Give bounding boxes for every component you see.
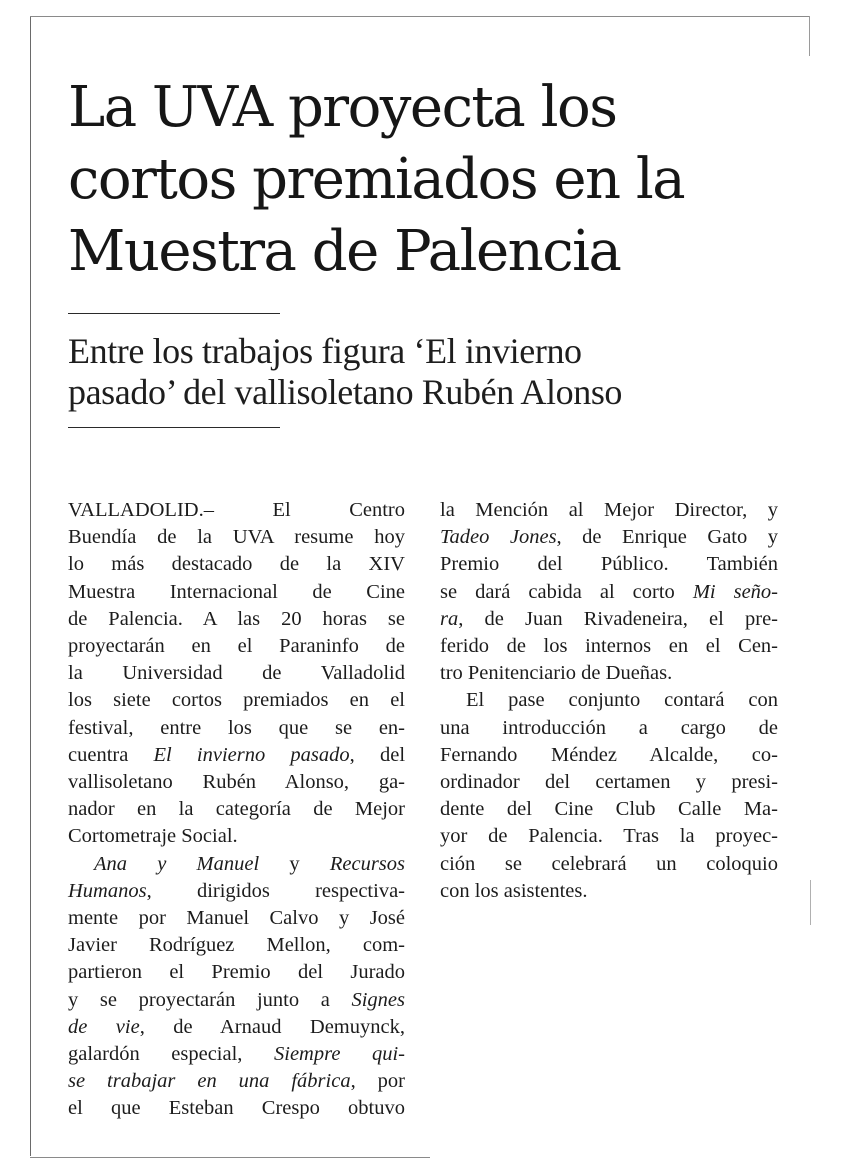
text-run: se dará cabida al corto xyxy=(440,580,693,603)
subheadline-line: Entre los trabajos figura ‘El invierno xyxy=(68,331,582,371)
body-line: tro Penitenciario de Dueñas. xyxy=(440,662,673,685)
body-line xyxy=(68,1041,405,1068)
body-line xyxy=(440,524,778,551)
body-line: Muestra Internacional de Cine xyxy=(68,580,405,603)
text-run: galardón especial, xyxy=(68,1043,274,1066)
text-run: , dirigidos respectiva- xyxy=(146,879,405,902)
body-line: el que Esteban Crespo obtuvo xyxy=(68,1097,405,1120)
text-run: , del xyxy=(349,743,406,766)
body-line xyxy=(68,987,405,1014)
text-run: , de Arnaud Demuynck, xyxy=(139,1015,405,1038)
body-line: VALLADOLID.– El Centro xyxy=(68,499,405,521)
body-line: la Universidad de Valladolid xyxy=(68,662,405,685)
body-line: proyectarán en el Paraninfo de xyxy=(68,635,405,658)
body-line: partieron el Premio del Jurado xyxy=(68,961,405,984)
body-line: ción se celebrará un coloquio xyxy=(440,852,778,875)
body-line: festival, entre los que se en- xyxy=(68,716,405,739)
body-line: yor de Palencia. Tras la proyec- xyxy=(440,825,778,848)
body-line: Fernando Méndez Alcalde, co- xyxy=(440,743,778,766)
film-title: Humanos xyxy=(68,879,147,902)
headline-divider xyxy=(68,313,280,314)
film-title: Tadeo Jones xyxy=(440,526,557,549)
text-run: y se proyectarán junto a xyxy=(68,988,352,1011)
body-line: dente del Cine Club Calle Ma- xyxy=(440,798,778,821)
body-line: ordinador del certamen y presi- xyxy=(440,771,778,794)
film-title: Signes xyxy=(351,988,405,1011)
body-line: El pase conjunto contará con xyxy=(466,689,778,712)
body-line: Cortometraje Social. xyxy=(68,825,238,848)
body-line: de Palencia. A las 20 horas se xyxy=(68,607,405,630)
text-run: , de Enrique Gato y xyxy=(556,526,779,549)
body-line xyxy=(68,1068,405,1095)
body-line: Buendía de la UVA resume hoy xyxy=(68,526,405,549)
text-run: cuentra xyxy=(68,743,154,766)
scan-border-bottom xyxy=(30,1157,430,1158)
body-line: Premio del Público. También xyxy=(440,553,778,576)
film-title: Ana y Manuel xyxy=(94,852,260,875)
film-title: Mi seño- xyxy=(692,580,778,603)
scan-border-right xyxy=(809,16,810,56)
headline-line: La UVA proyecta los xyxy=(68,75,617,140)
headline xyxy=(68,72,798,288)
film-title: Recursos xyxy=(329,852,405,875)
film-title: de vie xyxy=(68,1015,140,1038)
film-title: ra xyxy=(440,607,459,630)
body-line xyxy=(440,579,778,606)
text-run: y xyxy=(259,852,330,875)
body-line: ferido de los internos en el Cen- xyxy=(440,635,778,658)
film-title: El invierno pasado xyxy=(153,743,350,766)
scan-edge-mark xyxy=(810,880,811,925)
subheadline xyxy=(68,331,788,413)
article-column-right xyxy=(440,497,778,905)
body-line: con los asistentes. xyxy=(440,879,588,902)
headline-line: Muestra de Palencia xyxy=(68,219,621,284)
headline-line: cortos premiados en la xyxy=(68,147,685,212)
subheadline-line: pasado’ del vallisoletano Rubén Alonso xyxy=(68,372,623,412)
film-title: Siempre qui- xyxy=(274,1043,406,1066)
scan-border-left xyxy=(30,16,31,1156)
subheadline-divider xyxy=(68,427,280,428)
body-line: mente por Manuel Calvo y José xyxy=(68,907,405,930)
body-line: los siete cortos premiados en el xyxy=(68,689,405,712)
body-line xyxy=(68,878,405,905)
body-line xyxy=(68,1014,405,1041)
body-line xyxy=(68,851,405,878)
body-line xyxy=(68,742,405,769)
body-line xyxy=(440,606,778,633)
body-line: lo más destacado de la XIV xyxy=(68,553,405,576)
text-run: , de Juan Rivadeneira, el pre- xyxy=(458,607,778,630)
film-title: se trabajar en una fábrica xyxy=(68,1070,351,1093)
article-column-left xyxy=(68,497,405,1123)
body-line: nador en la categoría de Mejor xyxy=(68,798,405,821)
scan-border-top xyxy=(30,16,810,17)
body-line: vallisoletano Rubén Alonso, ga- xyxy=(68,771,405,794)
body-line: una introducción a cargo de xyxy=(440,716,778,739)
body-line: Javier Rodríguez Mellon, com- xyxy=(68,934,405,957)
body-line: la Mención al Mejor Director, y xyxy=(440,499,778,521)
text-run: , por xyxy=(350,1070,405,1093)
